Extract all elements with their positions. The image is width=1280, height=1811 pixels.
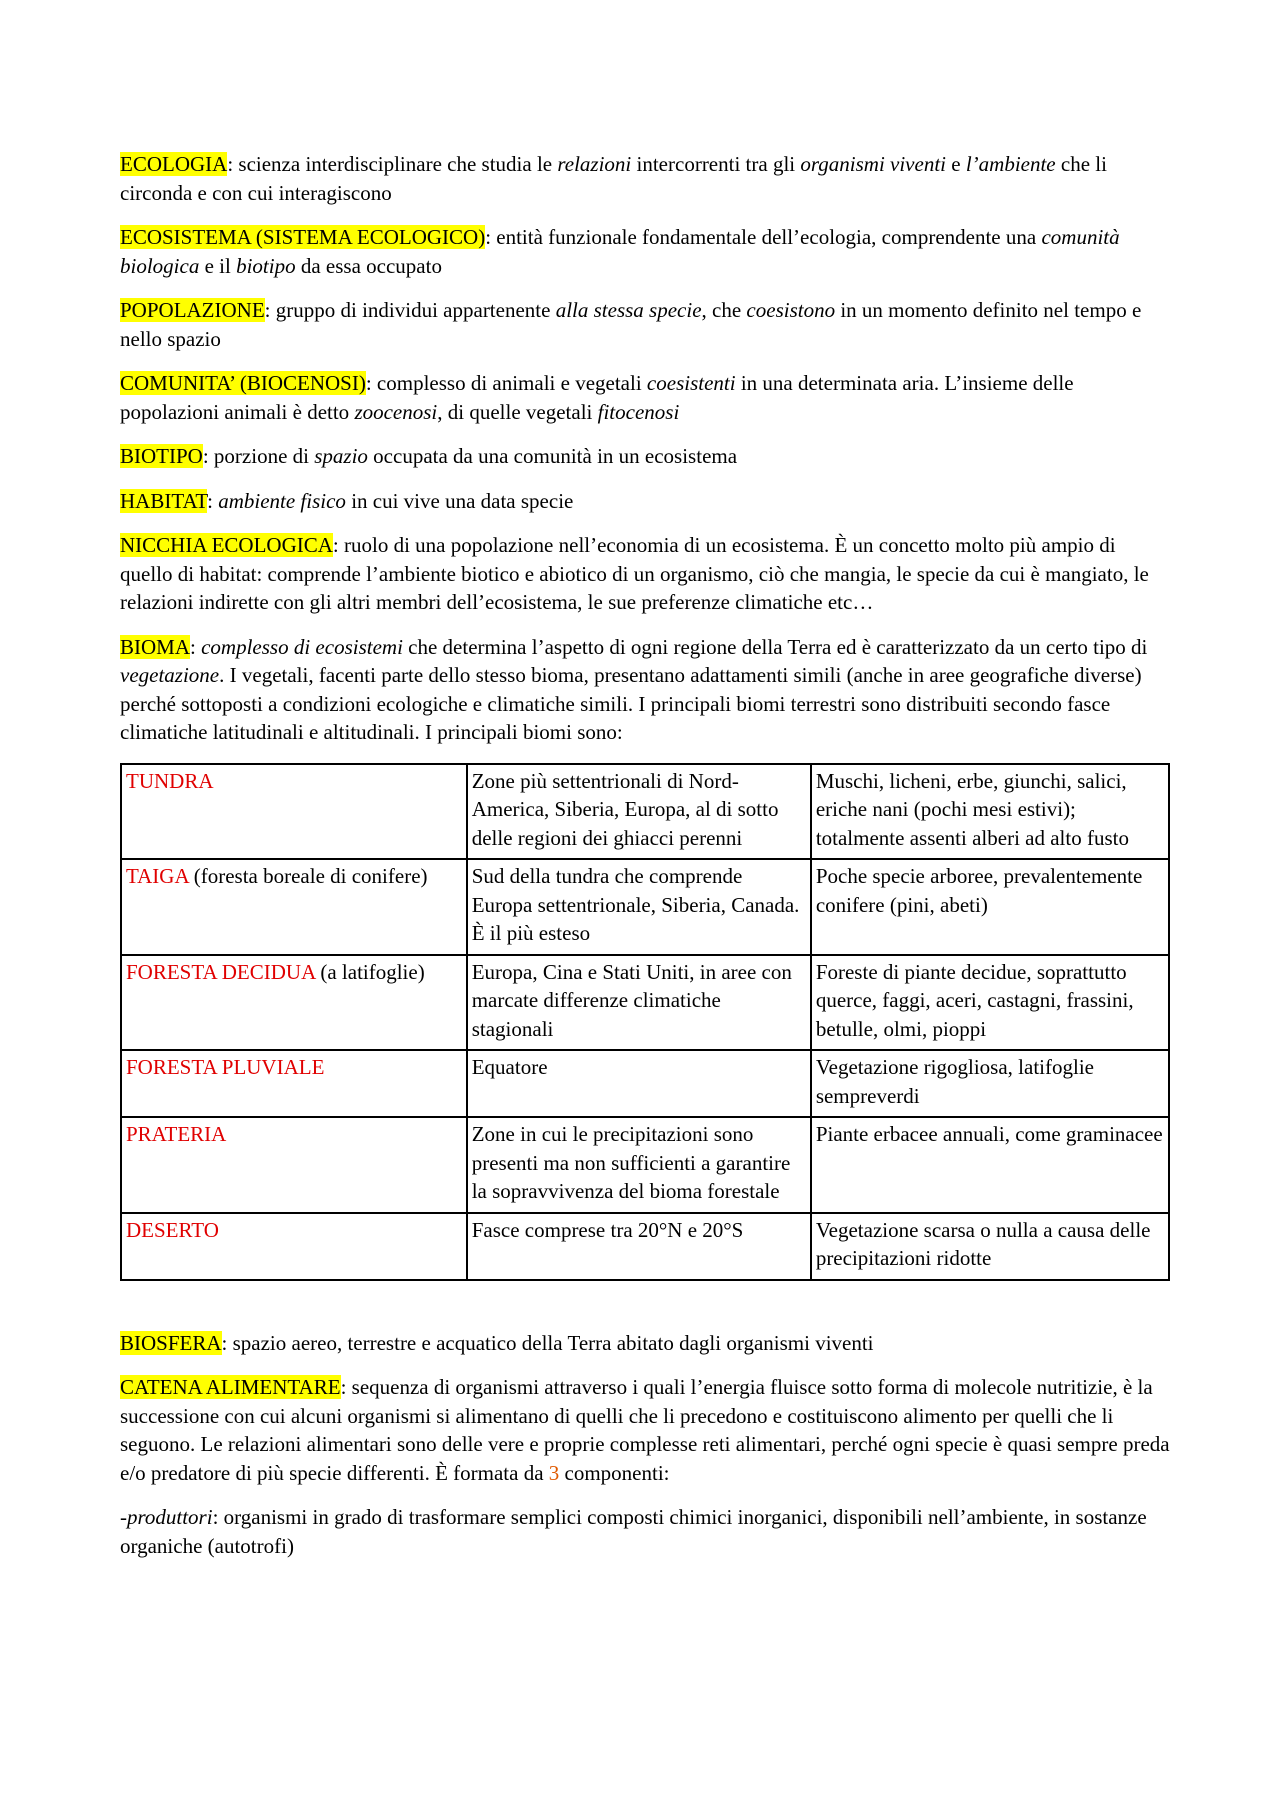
biome-area-cell: Equatore — [467, 1050, 811, 1117]
definition-text: : sequenza di organismi attraverso i quali l’energia fluisce sotto forma di molecole nutritizie, è la successione con cui alcuni organismi si alimentano di quelli che li precedono e costituiscono alimento per quelli che li seguono. Le relazioni alimentari sono delle vere e proprie complesse reti alimentari, perché ogni specie è quasi sempre preda e/o predatore di più specie differenti. È formata da — [120, 1375, 1170, 1485]
term-highlight: POPOLAZIONE — [120, 298, 265, 322]
definition-text: : scienza interdisciplinare che studia le — [227, 152, 558, 176]
definition-biosfera — [120, 1329, 1170, 1358]
biome-area-cell: Zone più settentrionali di Nord-America, Siberia, Europa, al di sotto delle regioni dei ghiacci perenni — [467, 764, 811, 860]
definition-text: : porzione di — [202, 444, 315, 468]
definition-text: : — [190, 634, 202, 659]
emphasis-text: coesistenti — [646, 371, 736, 395]
definition-text: : entità funzionale fondamentale dell’ecologia, comprendente una — [485, 225, 1042, 249]
definition-paragraph — [120, 531, 1170, 617]
emphasis-text: complesso di ecosistemi — [201, 634, 403, 659]
term-highlight: COMUNITA’ (BIOCENOSI) — [120, 371, 366, 395]
term-highlight: BIOMA — [120, 634, 191, 659]
emphasis-text: ambiente fisico — [218, 488, 346, 513]
definition-paragraph — [120, 633, 1170, 747]
definition-text: : gruppo di individui appartenente — [264, 298, 556, 322]
component-count: 3 — [548, 1460, 560, 1485]
term-highlight: ECOSISTEMA (SISTEMA ECOLOGICO) — [120, 225, 486, 249]
definition-text: : organismi in grado di trasformare semplici composti chimici inorganici, disponibili nell’ambiente, in sostanze organiche (autotrofi) — [120, 1505, 1147, 1558]
emphasis-text: organismi viventi — [800, 152, 946, 176]
produttori-label: -produttori — [120, 1505, 213, 1529]
biome-name-cell — [121, 1213, 467, 1280]
biome-name: FORESTA PLUVIALE — [126, 1055, 325, 1079]
definition-text: , di quelle vegetali — [437, 399, 598, 424]
biome-name-cell — [121, 955, 467, 1051]
biome-vegetation-cell: Muschi, licheni, erbe, giunchi, salici, eriche nani (pochi mesi estivi); totalmente assenti alberi ad alto fusto — [811, 764, 1169, 860]
emphasis-text: fitocenosi — [597, 399, 680, 424]
definition-text: in un momento definito nel tempo e nello spazio — [120, 298, 1142, 351]
definition-text: : complesso di animali e vegetali — [365, 371, 647, 395]
biome-name: TAIGA — [126, 864, 189, 888]
definition-text: che determina l’aspetto di ogni regione della Terra ed è caratterizzato da un certo tipo di — [402, 634, 1148, 659]
biome-row — [121, 1050, 1169, 1117]
definition-text: e il — [199, 253, 237, 278]
definition-paragraph — [120, 296, 1170, 353]
definition-catena-alimentare — [120, 1373, 1170, 1487]
definition-text: e — [946, 152, 966, 176]
definition-text: . I vegetali, facenti parte dello stesso bioma, presentano adattamenti simili (anche in aree geografiche diverse) perché sottoposti a condizioni ecologiche e climatiche simili. I principali biomi terrestri sono distribuiti secondo fasce climatiche latitudinali e altitudinali. I principali biomi sono: — [120, 663, 1142, 744]
biome-vegetation-cell: Poche specie arboree, prevalentemente conifere (pini, abeti) — [811, 859, 1169, 955]
biome-name: TUNDRA — [126, 768, 214, 793]
biome-vegetation-cell: Vegetazione rigogliosa, latifoglie sempreverdi — [811, 1050, 1169, 1117]
biome-name: PRATERIA — [126, 1122, 227, 1146]
biome-row — [121, 764, 1169, 860]
definition-text: in cui vive una data specie — [345, 488, 574, 513]
biome-area-cell: Fasce comprese tra 20°N e 20°S — [467, 1213, 811, 1280]
definition-text: in una determinata aria. L’insieme delle popolazioni animali è detto — [120, 371, 1074, 424]
term-highlight: HABITAT — [120, 488, 208, 513]
emphasis-text: zoocenosi — [354, 399, 438, 424]
emphasis-text: coesistono — [746, 298, 836, 322]
biome-vegetation-cell: Vegetazione scarsa o nulla a causa delle precipitazioni ridotte — [811, 1213, 1169, 1280]
definition-paragraph — [120, 150, 1170, 207]
definition-paragraph — [120, 442, 1170, 471]
definition-text: da essa occupato — [295, 253, 442, 278]
emphasis-text: vegetazione — [120, 663, 220, 687]
biome-name-cell — [121, 1050, 467, 1117]
emphasis-text: comunità biologica — [120, 225, 1120, 278]
biome-name-cell — [121, 1117, 467, 1213]
definition-tail: componenti: — [559, 1460, 670, 1485]
biome-vegetation-cell: Piante erbacee annuali, come graminacee — [811, 1117, 1169, 1213]
definitions-section — [120, 150, 1170, 747]
emphasis-text: spazio — [314, 444, 368, 468]
term-highlight: CATENA ALIMENTARE — [120, 1375, 341, 1399]
definition-produttori — [120, 1503, 1170, 1560]
biome-name-cell — [121, 859, 467, 955]
definition-text: : ruolo di una popolazione nell’economia di un ecosistema. È un concetto molto più ampio di quello di habitat: comprende l’ambiente biotico e abiotico di un organismo, ciò che mangia, le specie da cui è mangiato, le relazioni indirette con gli altri membri dell’ecosistema, le sue preferenze climatiche etc… — [120, 533, 1149, 614]
definition-paragraph — [120, 487, 1170, 516]
biome-area-cell: Zone in cui le precipitazioni sono presenti ma non sufficienti a garantire la sopravvivenza del bioma forestale — [467, 1117, 811, 1213]
biome-row — [121, 1117, 1169, 1213]
definition-text: : — [207, 488, 219, 513]
term-highlight: ECOLOGIA — [120, 152, 228, 176]
biome-name-cell — [121, 764, 467, 860]
definition-paragraph — [120, 369, 1170, 426]
biomes-table — [120, 763, 1170, 1281]
biome-name: DESERTO — [126, 1217, 219, 1242]
definition-text: : spazio aereo, terrestre e acquatico della Terra abitato dagli organismi viventi — [221, 1330, 874, 1355]
term-highlight: NICCHIA ECOLOGICA — [120, 533, 333, 557]
definition-paragraph — [120, 223, 1170, 280]
biome-row — [121, 1213, 1169, 1280]
biome-name-suffix: (foresta boreale di conifere) — [188, 864, 428, 888]
definition-text: , che — [701, 298, 747, 322]
emphasis-text: relazioni — [557, 152, 632, 176]
emphasis-text: l’ambiente — [965, 152, 1056, 176]
biome-name: FORESTA DECIDUA — [126, 959, 316, 984]
emphasis-text: alla stessa specie — [555, 298, 702, 322]
biome-name-suffix: (a latifoglie) — [315, 959, 425, 984]
term-highlight: BIOTIPO — [120, 444, 203, 468]
term-highlight: BIOSFERA — [120, 1330, 222, 1355]
definition-text: che li circonda e con cui interagiscono — [120, 152, 1107, 205]
definition-text: intercorrenti tra gli — [631, 152, 801, 176]
biome-vegetation-cell: Foreste di piante decidue, soprattutto querce, faggi, aceri, castagni, frassini, betulle, olmi, pioppi — [811, 955, 1169, 1051]
definition-text: occupata da una comunità in un ecosistema — [367, 444, 738, 468]
emphasis-text: biotipo — [236, 253, 296, 278]
biome-area-cell: Europa, Cina e Stati Uniti, in aree con marcate differenze climatiche stagionali — [467, 955, 811, 1051]
biome-row — [121, 955, 1169, 1051]
biome-row — [121, 859, 1169, 955]
biome-area-cell: Sud della tundra che comprende Europa settentrionale, Siberia, Canada. È il più esteso — [467, 859, 811, 955]
document-page — [120, 150, 1170, 1576]
